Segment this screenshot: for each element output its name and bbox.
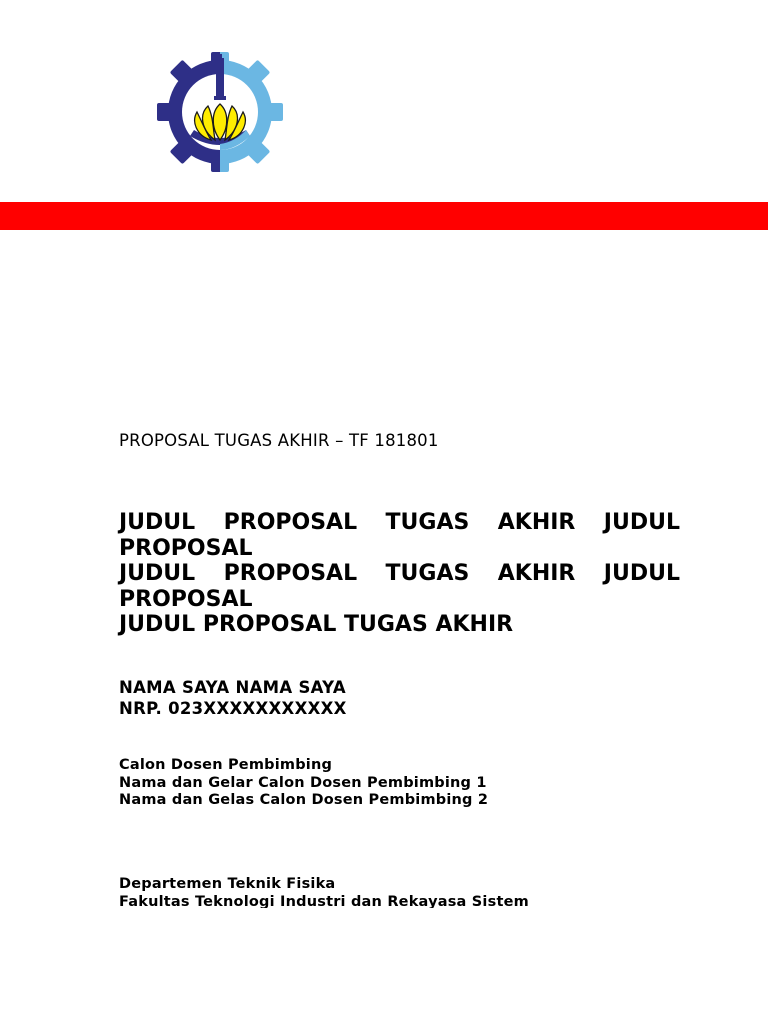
- student-info: [119, 677, 347, 719]
- proposal-title: [119, 510, 680, 638]
- advisor-1: Nama dan Gelar Calon Dosen Pembimbing 1: [119, 774, 487, 791]
- course-label: PROPOSAL TUGAS AKHIR – TF 181801: [119, 431, 439, 450]
- title-line: JUDUL PROPOSAL TUGAS AKHIR: [119, 612, 514, 637]
- faculty-name: Fakultas Teknologi Industri dan Rekayasa Sistem: [119, 893, 529, 908]
- red-header-band: [0, 202, 768, 230]
- student-name: NAMA SAYA NAMA SAYA: [119, 678, 346, 697]
- department-name: Departemen Teknik Fisika: [119, 876, 336, 892]
- student-nrp: NRP. 023XXXXXXXXXXX: [119, 699, 347, 718]
- institution-gear-logo: [155, 50, 285, 174]
- advisor-info: [119, 757, 488, 810]
- institution-info: [119, 876, 529, 908]
- title-line: JUDUL PROPOSAL TUGAS AKHIR JUDUL: [119, 561, 680, 586]
- advisor-heading: Calon Dosen Pembimbing: [119, 757, 333, 773]
- title-line: JUDUL PROPOSAL TUGAS AKHIR JUDUL: [119, 510, 680, 535]
- title-line: PROPOSAL: [119, 586, 253, 612]
- title-line: PROPOSAL: [119, 535, 253, 561]
- advisor-2: Nama dan Gelas Calon Dosen Pembimbing 2: [119, 792, 489, 808]
